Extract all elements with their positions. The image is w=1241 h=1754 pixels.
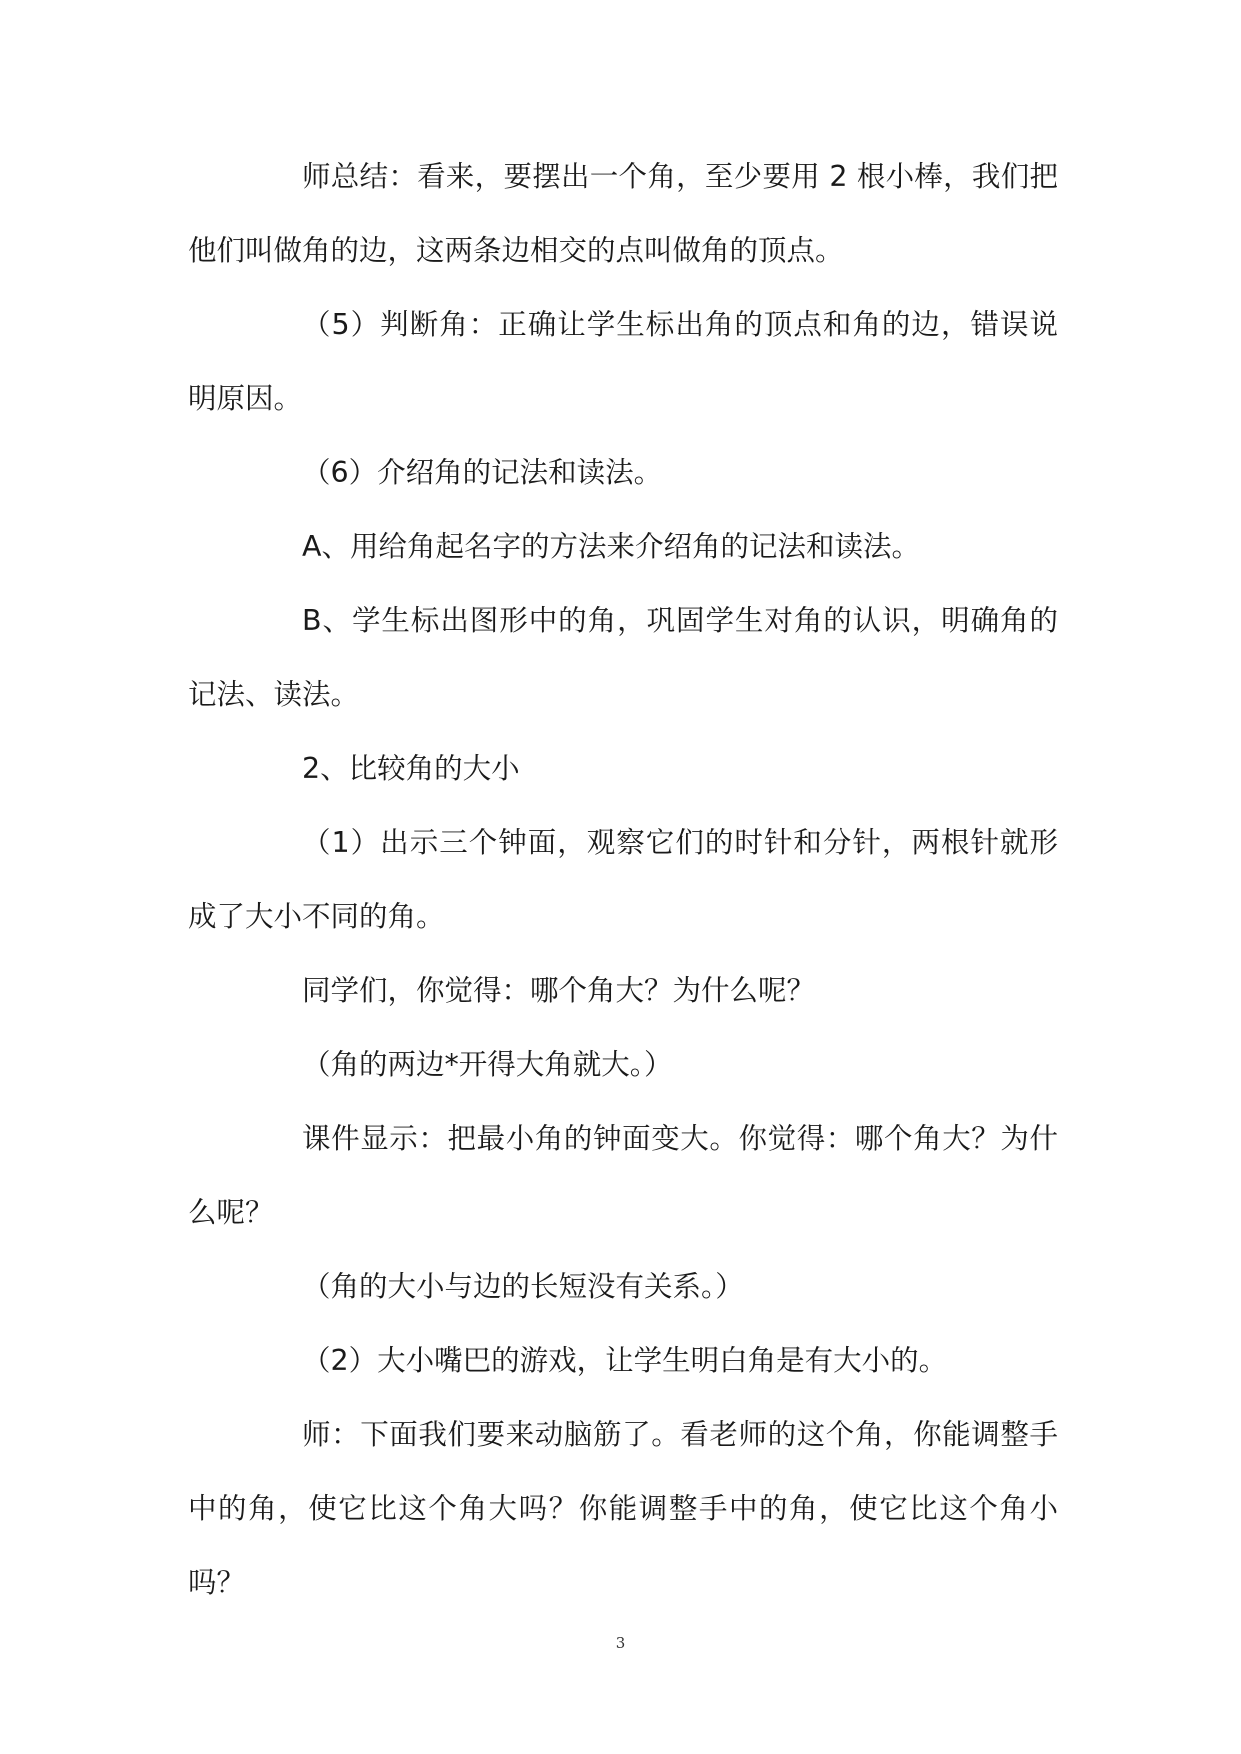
paragraph-teacher-prompt: 师：下面我们要来动脑筋了。看老师的这个角，你能调整手中的角，使它比这个角大吗？你能调整手中的角，使它比这个角小吗？	[188, 1418, 1058, 1599]
paragraph-judge-angle: （5）判断角：正确让学生标出角的顶点和角的边，错误说明原因。	[188, 308, 1058, 415]
paragraph-item-b: B、学生标出图形中的角，巩固学生对角的认识，明确角的记法、读法。	[188, 604, 1058, 711]
paragraph-mouth-game: （2）大小嘴巴的游戏，让学生明白角是有大小的。	[302, 1344, 948, 1377]
paragraph-summary: 师总结：看来，要摆出一个角，至少要用 2 根小棒，我们把他们叫做角的边，这两条边相交的点叫做角的顶点。	[188, 160, 1058, 267]
paragraph-clock-faces: （1）出示三个钟面，观察它们的时针和分针，两根针就形成了大小不同的角。	[188, 826, 1058, 933]
paragraph-notation-intro: （6）介绍角的记法和读法。	[302, 456, 663, 489]
paragraph-question: 同学们，你觉得：哪个角大？为什么呢？	[302, 974, 816, 1007]
paragraph-item-a: A、用给角起名字的方法来介绍角的记法和读法。	[302, 530, 920, 563]
page-number: 3	[615, 1634, 626, 1652]
paragraph-answer-open: （角的两边*开得大角就大。）	[302, 1048, 673, 1081]
paragraph-answer-length: （角的大小与边的长短没有关系。）	[302, 1270, 744, 1303]
paragraph-courseware: 课件显示：把最小角的钟面变大。你觉得：哪个角大？为什么呢？	[188, 1122, 1058, 1229]
body-text	[188, 140, 1058, 1620]
section-heading-compare: 2、比较角的大小	[302, 752, 520, 785]
